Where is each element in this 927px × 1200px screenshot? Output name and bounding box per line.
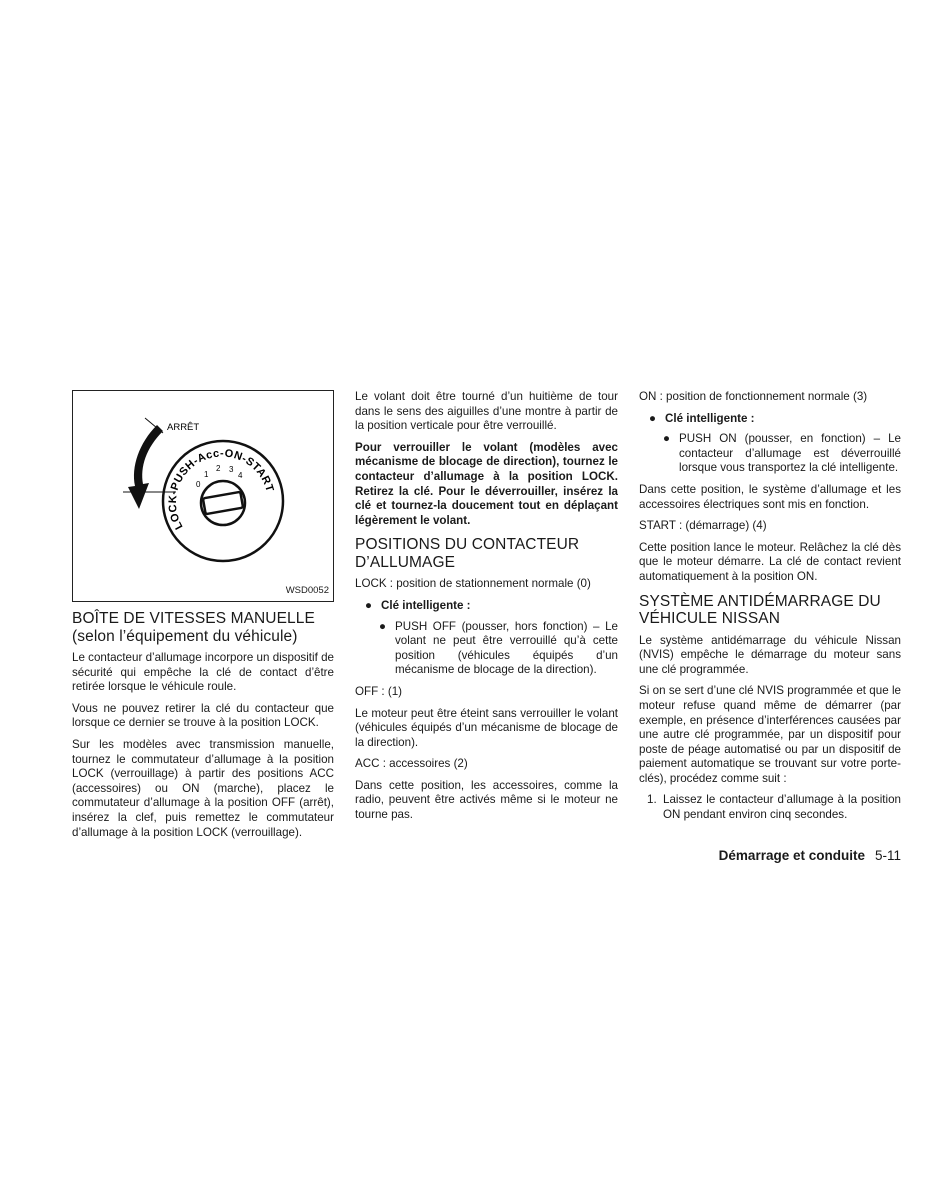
bullet-smart-key: [639, 412, 901, 427]
bullet-icon: ●: [379, 619, 387, 633]
paragraph-bold: Pour verrouiller le volant (modèles avec mécanisme de blocage de direction), tournez le contacteur d’allumage à la position LOCK. Retirez la clé. Pour le déverrouiller, insérez la clé et tournez-la doucement tout en déplaçant légèrement le volant.: [355, 440, 618, 527]
paragraph: Vous ne pouvez retirer la clé du contacteur que lorsque ce dernier se trouve à la position LOCK.: [72, 701, 334, 730]
paragraph: Le volant doit être tourné d’un huitième de tour dans le sens des aiguilles d’une montre à partir de la position verticale pour être verrouillé.: [355, 390, 618, 433]
paragraph: Dans cette position, le système d’allumage et les accessoires électriques sont mis en fonction.: [639, 482, 901, 511]
paragraph: Si on se sert d’une clé NVIS programmée et que le moteur refuse quand même de démarrer (par exemple, en présence d’interférences causées par une autre clé programmée, par un dispositif pour poste de péage automatisé ou par un dispositif de paiement automatique se trouvant sur votre porte-clés), procédez comme suit :: [639, 684, 901, 785]
heading-sub: (selon l’équipement du véhicule): [72, 627, 298, 645]
section-heading-ignition-positions: POSITIONS DU CONTACTEUR D’ALLUMAGE: [355, 536, 580, 571]
paragraph: Dans cette position, les accessoires, comme la radio, peuvent être activés même si le moteur ne tourne pas.: [355, 778, 618, 822]
heading-main: BOÎTE DE VITESSES MANUELLE: [72, 610, 315, 627]
rotation-arrow-icon: [128, 425, 163, 509]
paragraph: Le contacteur d’allumage incorpore un dispositif de sécurité qui empêche la clé de contact d’être retirée lorsque le véhicule roule.: [72, 651, 334, 694]
paragraph: Le système antidémarrage du véhicule Nissan (NVIS) empêche le démarrage du moteur sans une clé programmée.: [639, 633, 901, 676]
step-text: Laissez le contacteur d’allumage à la position ON pendant environ cinq secondes.: [663, 793, 901, 822]
section-heading-nvis: SYSTÈME ANTIDÉMARRAGE DU VÉHICULE NISSAN: [639, 592, 881, 628]
position-number: 3: [229, 465, 234, 474]
bullet-icon: ●: [365, 598, 373, 612]
paragraph: Cette position lance le moteur. Relâchez la clé dès que le moteur démarre. La clé de contact revient automatiquement à la position ON.: [639, 540, 901, 583]
position-on: ON : position de fonctionnement normale (3): [639, 390, 868, 403]
position-acc: ACC : accessoires (2): [355, 757, 468, 771]
step-number: 1.: [647, 793, 657, 807]
bullet-text: PUSH OFF (pousser, hors fonction) – Le volant ne peut être verrouillé qu’à cette position (véhicules équipés d’un mécanisme de blocage de la direction).: [395, 619, 618, 677]
paragraph: Le moteur peut être éteint sans verrouiller le volant (véhicules équipés d’un mécanisme de blocage de la direction).: [355, 706, 618, 749]
bullet-push-on: [639, 432, 901, 476]
column-3: [639, 390, 901, 823]
page-footer: [600, 848, 901, 863]
position-start: START : (démarrage) (4): [639, 519, 767, 533]
footer-section-title: Démarrage et conduite: [718, 848, 865, 863]
key-slot: [203, 492, 243, 514]
bullet-label: Clé intelligente :: [665, 411, 755, 425]
position-number: 2: [216, 464, 221, 473]
page-number: 5-11: [874, 848, 901, 863]
bullet-push-off: [355, 620, 618, 678]
bullet-text: PUSH ON (pousser, en fonction) – Le contacteur d’allumage est déverrouillé lorsque vous transportez la clé intelligente.: [679, 432, 901, 475]
position-lock: LOCK : position de stationnement normale (0): [355, 577, 591, 591]
column-2: [355, 390, 618, 830]
paragraph: Sur les modèles avec transmission manuelle, tournez le commutateur d’allumage à la position LOCK (verrouillage) à partir des positions ACC (accessoires) ou ON (marche), placez le commutateur d’allumage à la position OFF (arrêt), insérez la clef, puis remettez le commutateur d’allumage à la position LOCK (verrouillage).: [72, 737, 334, 839]
step-item: [639, 793, 901, 822]
figure-code: WSD0052: [285, 585, 329, 597]
arret-label: ARRÊT: [167, 422, 200, 433]
bullet-icon: ●: [663, 432, 671, 446]
position-off: OFF : (1): [355, 684, 403, 698]
position-number: 1: [204, 470, 209, 479]
position-number: 0: [196, 480, 201, 489]
position-number: 4: [238, 471, 243, 480]
ignition-switch-illustration: [73, 391, 333, 601]
section-heading-manual-transmission: [72, 610, 334, 645]
bullet-smart-key: [355, 599, 618, 614]
switch-ring-text: LOCK-PUSH-Acc-ON-START: [166, 447, 276, 532]
column-1: [72, 390, 334, 847]
ignition-switch-figure: [72, 390, 334, 602]
key-cylinder: [201, 481, 245, 525]
bullet-label: Clé intelligente :: [381, 598, 471, 612]
bullet-icon: ●: [649, 411, 657, 425]
